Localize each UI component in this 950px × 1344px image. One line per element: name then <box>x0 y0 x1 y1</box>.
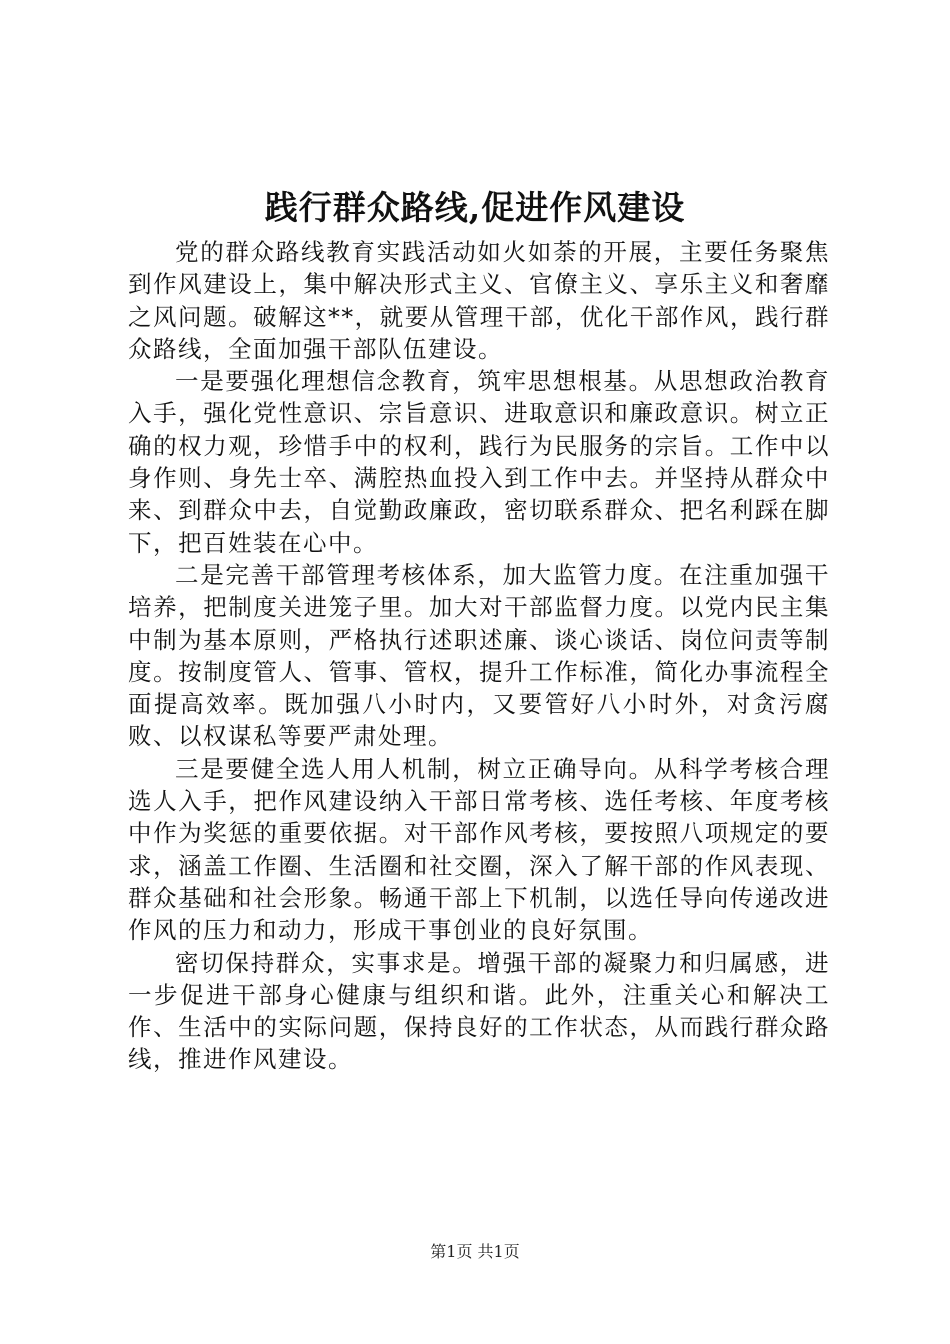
paragraph-point-three: 三是要健全选人用人机制，树立正确导向。从科学考核合理选人入手，把作风建设纳入干部日常考核、选任考核、年度考核中作为奖惩的重要依据。对干部作风考核，要按照八项规定的要求，涵盖工作圈、生活圈和社交圈，深入了解干部的作风表现、群众基础和社会形象。畅通干部上下机制，以选任导向传递改进作风的压力和动力，形成干事创业的良好氛围。 <box>128 754 830 945</box>
document-title: 践行群众路线,促进作风建设 <box>264 188 686 227</box>
document-body <box>128 236 830 1076</box>
paragraph-point-one: 一是要强化理想信念教育，筑牢思想根基。从思想政治教育入手，强化党性意识、宗旨意识、进取意识和廉政意识。树立正确的权力观，珍惜手中的权利，践行为民服务的宗旨。工作中以身作则、身先士卒、满腔热血投入到工作中去。并坚持从群众中来、到群众中去，自觉勤政廉政，密切联系群众、把名利踩在脚下，把百姓装在心中。 <box>128 367 830 557</box>
page-number-footer: 第1页 共1页 <box>430 1242 520 1261</box>
paragraph-conclusion: 密切保持群众，实事求是。增强干部的凝聚力和归属感，进一步促进干部身心健康与组织和谐。此外，注重关心和解决工作、生活中的实际问题，保持良好的工作状态，从而践行群众路线，推进作风建设。 <box>128 948 830 1074</box>
paragraph-intro: 党的群众路线教育实践活动如火如荼的开展，主要任务聚焦到作风建设上，集中解决形式主义、官僚主义、享乐主义和奢靡之风问题。破解这**，就要从管理干部，优化干部作风，践行群众路线，全面加强干部队伍建设。 <box>128 238 830 363</box>
paragraph-point-two: 二是完善干部管理考核体系，加大监管力度。在注重加强干培养，把制度关进笼子里。加大对干部监督力度。以党内民主集中制为基本原则，严格执行述职述廉、谈心谈话、岗位问责等制度。按制度管人、管事、管权，提升工作标准，简化办事流程全面提高效率。既加强八小时内，又要管好八小时外，对贪污腐败、以权谋私等要严肃处理。 <box>128 560 830 751</box>
